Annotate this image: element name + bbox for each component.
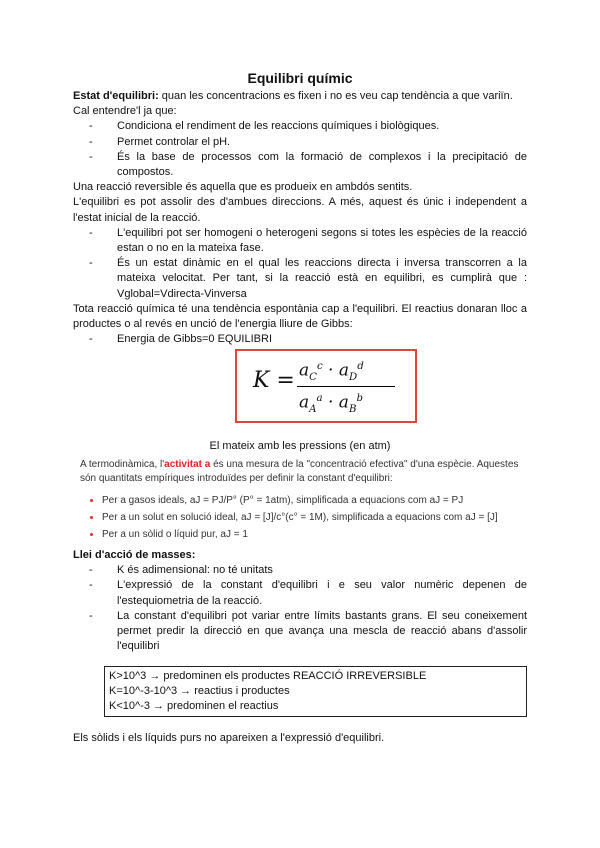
paragraph — [80, 458, 530, 486]
list-item: - És la base de processos com la formació de complexos i la precipitació de compostos. — [117, 150, 527, 180]
list-item: • Per a gasos ideals, aJ = PJ/P° (P° = 1atm), simplificada a equacions com aJ = PJ — [102, 494, 530, 508]
list-item: - Condiciona el rendiment de les reaccions químiques i biològiques. — [117, 119, 527, 134]
paragraph: L'equilibri es pot assolir des d'ambues direccions. A més, aquest és únic i independent a l'estat inicial de la reacció. — [73, 196, 527, 224]
list — [80, 494, 530, 542]
paragraph: Tota reacció química té una tendència espontània cap a l'equilibri. El reactius donaran lloc a productes o al revés en unció de l'energia lliure de Gibbs: — [73, 302, 527, 331]
list-item: - És un estat dinàmic en el qual les reaccions directa i inversa transcorren a la mateixa velocitat. Per tant, si la reacció està en equilibri, es cumplirà que : Vglobal=Vdirecta-Vinversa — [117, 256, 527, 302]
k-values-box — [104, 666, 527, 717]
list-item: - Permet controlar el pH. — [117, 135, 527, 150]
list-item: - K és adimensional: no té unitats — [117, 563, 527, 578]
k-rule: K=10^-3-10^3 → reactius i productes — [109, 685, 290, 697]
text: és una mesura de la "concentració efectiva" d'una espècie. Aquestes són quantitats empíriques introduïdes per definir la constant d'equilibri: — [80, 459, 519, 484]
list-item: - L'equilibri pot ser homogeni o heterogeni segons si totes les espècies de la reacció estan o no en la mateixa fase. — [117, 226, 527, 256]
list-item: - La constant d'equilibri pot variar entre límits bastants grans. El seu coneixement permet predir la direcció en que avança una mescla de reacció abans d'assolir l'equilibri — [117, 609, 527, 655]
paragraph: Una reacció reversible és aquella que es produeix en ambdós sentits. — [73, 181, 413, 194]
formula-k: K = — [253, 368, 295, 393]
list-item: - L'expressió de la constant d'equilibri i e seu valor numèric depenen de l'estequiometria de la reacció. — [117, 578, 527, 608]
paragraph: Cal entendre'l ja que: — [73, 105, 177, 118]
paragraph — [73, 89, 527, 104]
text: A termodinàmica, l' — [80, 459, 165, 470]
highlight-term: activitat a — [164, 459, 211, 470]
list — [73, 119, 527, 180]
intro-section — [73, 89, 527, 347]
term-label: Estat d'equilibri: — [73, 90, 159, 102]
list — [73, 332, 527, 347]
definition: quan les concentracions es fixen i no es veu cap tendència a que variïn. — [158, 90, 513, 102]
list-item: • Per a un solut en solució ideal, aJ = [J]/c°(c° = 1M), simplificada a equacions com aJ = [J] — [102, 511, 530, 525]
page-title: Equilibri químic — [247, 70, 353, 86]
list — [73, 226, 527, 302]
list — [73, 563, 527, 654]
fraction-bar — [297, 386, 395, 387]
k-rule: K<10^-3 → predominen el reactius — [109, 700, 279, 712]
equilibrium-constant-formula — [235, 349, 417, 423]
k-rule: K>10^3 → predominen els productes REACCIÓ IRREVERSIBLE — [109, 670, 427, 682]
section-heading: Llei d'acció de masses: — [73, 549, 196, 561]
formula-numerator: $a_C^c \cdot a_D^d$ — [299, 360, 364, 384]
list-item: - Energia de Gibbs=0 EQUILIBRI — [117, 332, 527, 347]
paragraph: Els sòlids i els líquids purs no apareixen a l'expressió d'equilibri. — [73, 732, 385, 744]
formula-denominator: $a_A^a \cdot a_B^b$ — [299, 392, 363, 416]
list-item: • Per a un sòlid o líquid pur, aJ = 1 — [102, 528, 530, 542]
llei-section — [73, 548, 527, 654]
activity-excerpt — [80, 458, 530, 545]
pressions-note: El mateix amb les pressions (en atm) — [209, 440, 391, 452]
